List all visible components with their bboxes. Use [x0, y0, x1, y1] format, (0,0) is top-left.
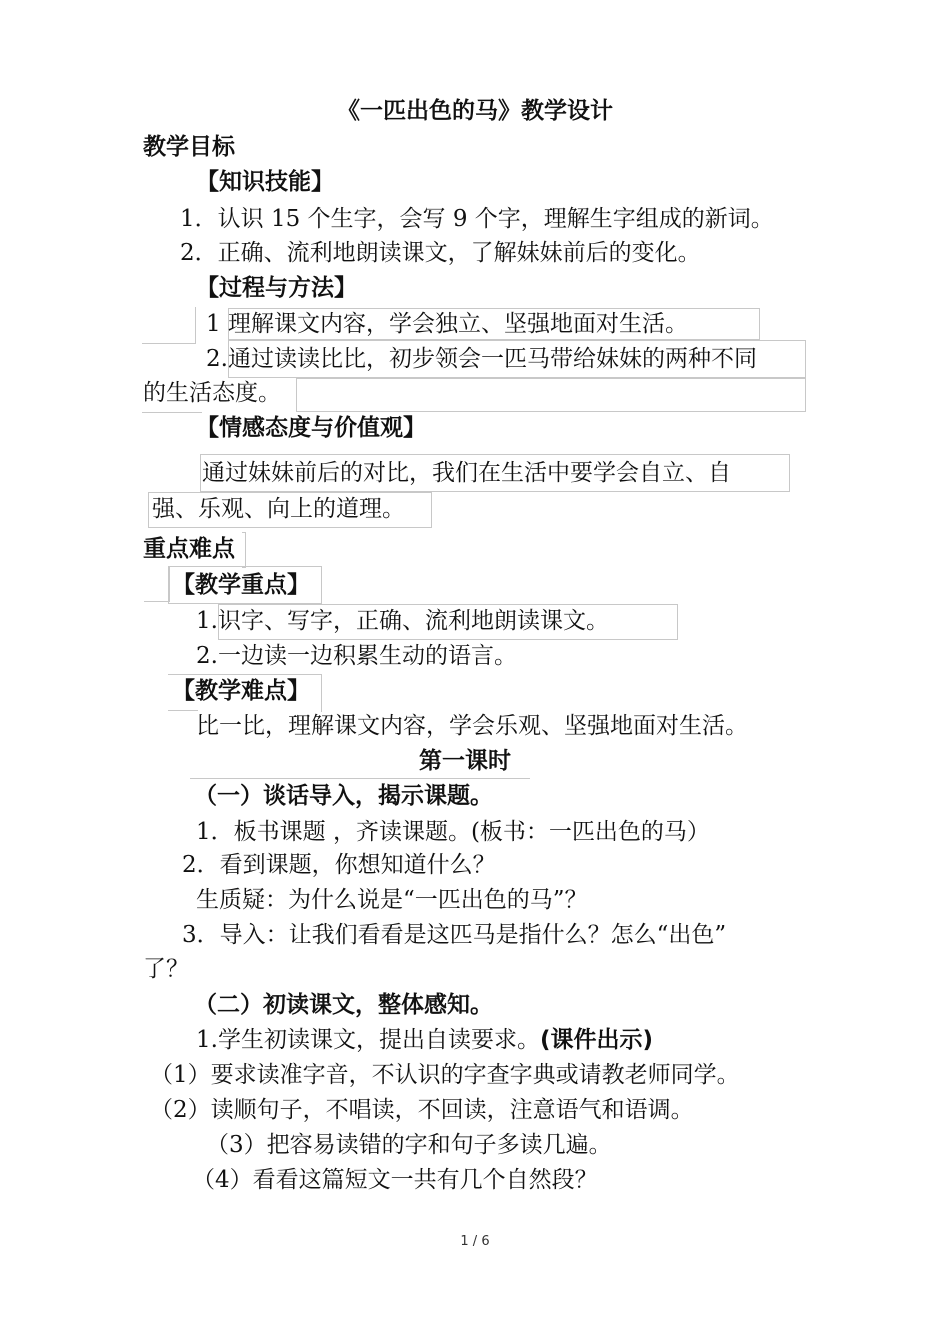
edit-box: [144, 566, 170, 602]
list-item: （4）看看这篇短文一共有几个自然段？: [192, 1167, 598, 1193]
step-heading: （二）初读课文，整体感知。: [194, 992, 493, 1018]
edit-box: [142, 307, 196, 344]
list-item: （3）把容易读错的字和句子多读几遍。: [206, 1132, 612, 1158]
lesson-heading: 第一课时: [419, 748, 511, 774]
page-number: 1 / 6: [460, 1234, 490, 1249]
list-item: （1）要求读准字音，不认识的字查字典或请教老师同学。: [150, 1062, 740, 1088]
subsection-heading: 【过程与方法】: [196, 275, 357, 301]
paragraph: 2.通过读读比比，初步领会一匹马带给妹妹的两种不同: [206, 346, 757, 372]
subsection-heading: 【情感态度与价值观】: [196, 415, 426, 441]
paragraph: 1．认识 15 个生字，会写 9 个字，理解生字组成的新词。: [180, 206, 774, 232]
document-title: 《一匹出色的马》教学设计: [337, 98, 613, 124]
paragraph: 的生活态度。: [143, 380, 281, 406]
edit-box: [142, 412, 202, 420]
edit-box: [296, 378, 806, 412]
paragraph: 生质疑：为什么说是“一匹出色的马”？: [196, 887, 588, 913]
paragraph: 2．正确、流利地朗读课文，了解妹妹前后的变化。: [180, 240, 701, 266]
subsection-heading: 【教学难点】: [172, 678, 310, 704]
paragraph: 3．导入：让我们看看是这匹马是指什么？怎么“出色”: [182, 922, 727, 948]
paragraph: 了？: [143, 956, 189, 982]
paragraph: 通过妹妹前后的对比，我们在生活中要学会自立、自: [202, 460, 731, 486]
paragraph: 1．板书课题 ，齐读课题。(板书：一匹出色的马）: [196, 819, 710, 845]
paragraph: 2.一边读一边积累生动的语言。: [196, 643, 517, 669]
paragraph-text: 1.学生初读课文，提出自读要求。: [196, 1027, 540, 1053]
paragraph: [196, 1025, 653, 1055]
bold-note: (课件出示): [539, 1027, 653, 1053]
paragraph: 强、乐观、向上的道理。: [152, 496, 405, 522]
paragraph: 2．看到课题，你想知道什么？: [182, 852, 496, 878]
section-heading: 重点难点: [143, 536, 235, 562]
step-heading: （一）谈话导入，揭示课题。: [194, 783, 493, 809]
paragraph: 1 理解课文内容，学会独立、坚强地面对生活。: [206, 311, 688, 337]
paragraph: 比一比，理解课文内容，学会乐观、坚强地面对生活。: [196, 713, 748, 739]
section-heading: 教学目标: [143, 134, 235, 160]
paragraph: 1.识字、写字，正确、流利地朗读课文。: [196, 608, 609, 634]
subsection-heading: 【教学重点】: [172, 572, 310, 598]
edit-box: [168, 710, 198, 714]
subsection-heading: 【知识技能】: [196, 169, 334, 195]
edit-box: [242, 532, 246, 568]
list-item: （2）读顺句子，不唱读，不回读，注意语气和语调。: [150, 1097, 694, 1123]
